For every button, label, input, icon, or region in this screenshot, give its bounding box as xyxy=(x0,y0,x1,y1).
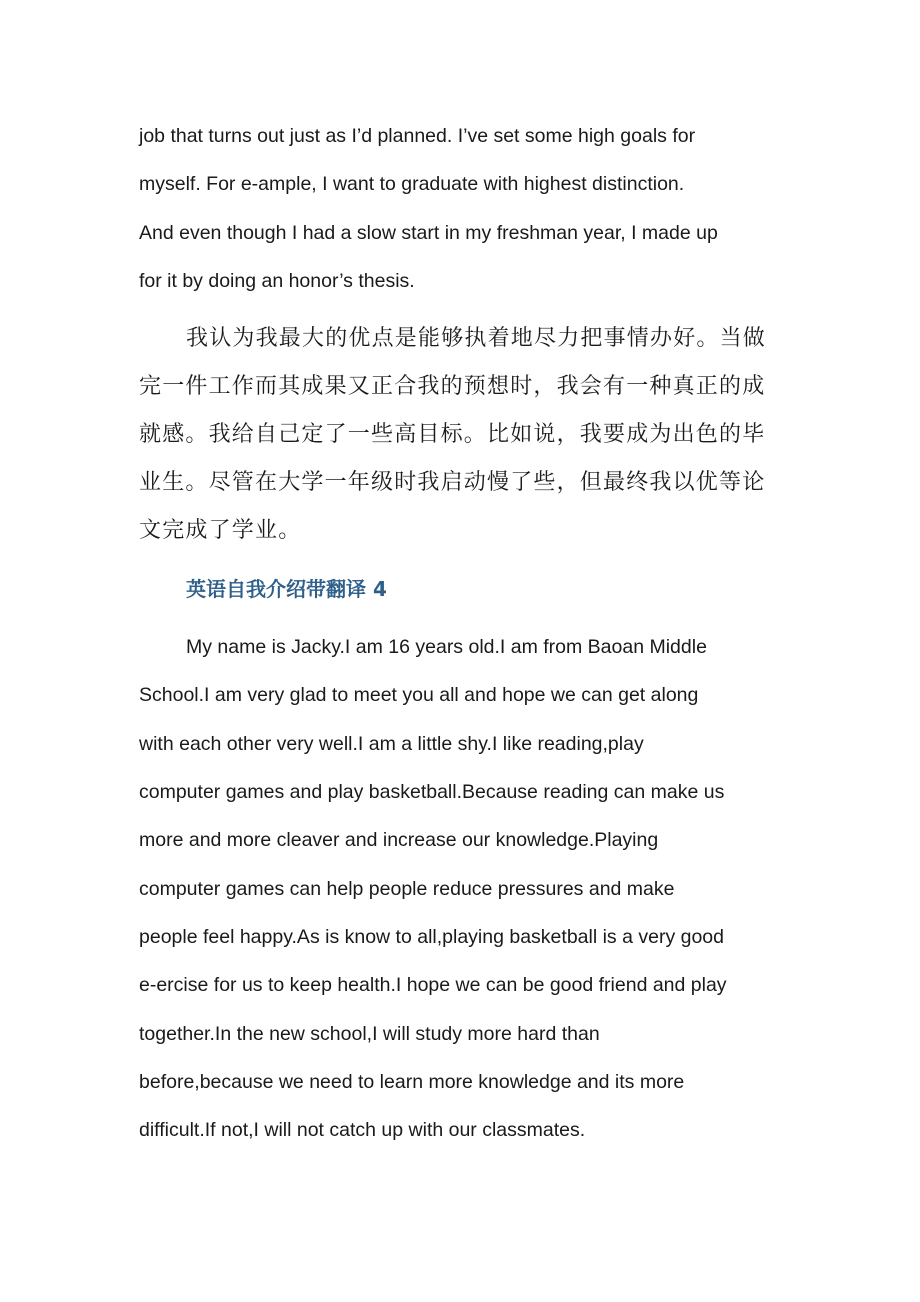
text-line: 我认为我最大的优点是能够执着地尽力把事情办好。当做 xyxy=(186,326,767,352)
text-line: myself. For e-ample, I want to graduate with highest distinction. xyxy=(139,173,685,196)
text-line: 就感。我给自己定了一些高目标。比如说，我要成为出色的毕 xyxy=(139,422,766,448)
text-line: My name is Jacky.I am 16 years old.I am from Baoan Middle xyxy=(186,636,707,659)
text-line: And even though I had a slow start in my freshman year, I made up xyxy=(139,221,718,244)
text-line: more and more cleaver and increase our knowledge.Playing xyxy=(139,829,659,852)
paragraph-chinese-translation xyxy=(139,315,784,555)
text-line: together.In the new school,I will study more hard than xyxy=(139,1022,600,1045)
text-line: with each other very well.I am a little shy.I like reading,play xyxy=(139,732,644,755)
text-line: people feel happy.As is know to all,playing basketball is a very good xyxy=(139,925,724,948)
text-line: computer games can help people reduce pressures and make xyxy=(139,877,675,900)
text-line: 业生。尽管在大学一年级时我启动慢了些，但最终我以优等论 xyxy=(139,470,766,496)
text-line: School.I am very glad to meet you all and hope we can get along xyxy=(139,684,699,707)
text-line: computer games and play basketball.Because reading can make us xyxy=(139,781,725,804)
text-line: difficult.If not,I will not catch up with our classmates. xyxy=(139,1119,586,1142)
text-line: e-ercise for us to keep health.I hope we can be good friend and play xyxy=(139,974,727,997)
paragraph-english-1 xyxy=(139,112,784,305)
text-line: 文完成了学业。 xyxy=(139,518,302,544)
text-line: 完一件工作而其成果又正合我的预想时，我会有一种真正的成 xyxy=(139,374,766,400)
text-line: before,because we need to learn more knowledge and its more xyxy=(139,1070,685,1093)
text-line: for it by doing an honor’s thesis. xyxy=(139,269,415,292)
section-heading: 英语自我介绍带翻译 4 xyxy=(186,577,387,602)
document-body xyxy=(139,112,784,1164)
paragraph-english-2 xyxy=(139,623,784,1154)
text-line: job that turns out just as I’d planned. I’ve set some high goals for xyxy=(139,125,696,147)
